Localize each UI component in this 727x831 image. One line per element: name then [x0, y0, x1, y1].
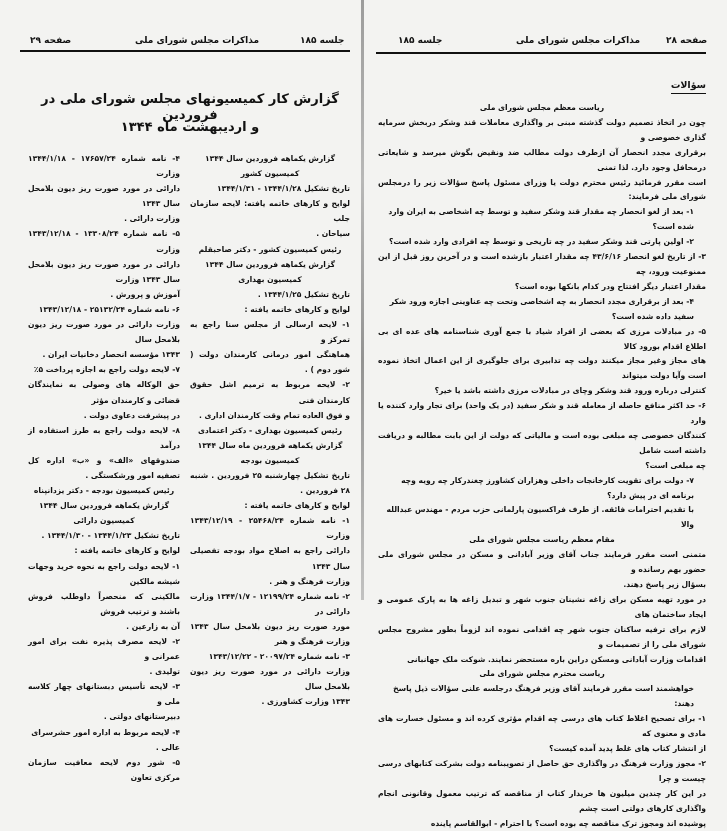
text-line: وزارت دارائی در مورد صورت ریز دیون بلامحل سال [28, 317, 180, 347]
text-line: برقراری مجدد انحصار آن ازطرف دولت مطالب ضد ونقیض بگوش میرسد و شایعاتی درمحافل وجود دارد. لذا تمنی [378, 146, 706, 176]
section-heading: کمیسیون بودجه [190, 453, 350, 468]
text-line: هماهنگی امور درمانی کارمندان دولت ( شور دوم ) . [190, 347, 350, 377]
section-title: سؤالات [671, 80, 706, 94]
text-line: ۱- نامه شماره ۲۵۴۶۸/۲۴ - ۱۳۴۳/۱۲/۱۹ وزارت [190, 513, 350, 543]
section-heading: گزارش یکماهه فروردین سال ۱۳۴۴ [190, 151, 350, 166]
text-line: وزارت فرهنگ و هنر . [190, 574, 350, 589]
text-line: ۵- در مبادلات مرزی که بعضی از افراد شیاد با جمع آوری شناسنامه های عده ای بی اطلاع اقدام بورود کالا [378, 325, 706, 355]
text-line: ۱۳۴۳ مؤسسه انحصار دخانیات ایران . [28, 347, 180, 362]
text-line: ۲- لایحه مربوط به ترمیم اشل حقوق کارمندان فنی [190, 377, 350, 407]
text-line: تولیدی . [28, 664, 180, 679]
text-line: ۲- اولین پارتی قند وشکر سفید در چه تاریخی و توسط چه افرادی وارد شده است؟ [378, 235, 706, 250]
text-line: مورد صورت ریز دیون بلامحل سال ۱۳۴۳ وزارت فرهنگ و هنر [190, 619, 350, 649]
text-line: سیاحان . [190, 226, 350, 241]
text-line: کنندگان خصوصی چه مبلغی بوده است و مالیاتی که دولت از این بابت مطالبه و دریافت داشته است شامل [378, 429, 706, 459]
text-line: متمنی است مقرر فرمایند جناب آقای وزیر آبادانی و مسکن در مجلس شورای ملی حضور بهم رسانده و [378, 548, 706, 578]
text-line: آموزش و پرورش . [28, 287, 180, 302]
text-line: ۷- لایحه دولت راجع به اجازه پرداخت ۵٪ [28, 362, 180, 377]
text-line: لوایح و کارهای خاتمه یافته : [28, 543, 180, 558]
session-number: جلسه ۱۸۵ [300, 36, 344, 46]
column-right [190, 151, 350, 709]
text-line: چون در اتخاذ تصمیم دولت گذشته مبنی بر واگذاری معاملات قند وشکر دربخش سرمایه گذاری خصوصی و [378, 116, 706, 146]
section-heading: کمیسیون بهداری [190, 272, 350, 287]
text-line: ۴- بعد از برقراری مجدد انحصار به چه اشخاصی وتحت چه عناوینی اجازه ورود شکر سفید داده شده است؟ [378, 295, 706, 325]
text-line: مقدار اعتبار دیگر افتتاح ودر کدام بانکها بوده است؟ [378, 280, 706, 295]
text-line: حق الوکاله های وصولی به نمایندگان قضائی و کارمندان مؤثر [28, 377, 180, 407]
report-title-line-2: و اردیبهشت ماه ۱۳۴۴ [30, 120, 350, 136]
text-line: کنترلی درباره ورود قند وشکر وچای در مبادلات مرزی داشته باشد یا خیر؟ [378, 384, 706, 399]
text-line: پوشیده اند ومجوز ترک مناقصه چه بوده است؟ با احترام - ابوالقاسم پاینده [378, 817, 706, 831]
text-line: ۱- برای تصحیح اغلاط کتاب های درسی چه اقدام مؤثری کرده اند و مسئول خسارت های مادی و معنوی که [378, 712, 706, 742]
text-line: ۳- از تاریخ لغو انحصار ۴۳/۶/۱۶ چه مقدار اعتبار بازشده است و در آخرین روز قبل از این ممنوعیت ورود، چه [378, 250, 706, 280]
text-line: و فوق العاده تمام وقت کارمندان اداری . [190, 408, 350, 423]
text-line: ۶- نامه شماره ۲۵۱۳۲/۲۴ - ۱۳۴۳/۱۲/۱۸ [28, 302, 180, 317]
text-line: با تقدیم احترامات فائقه. از طرف فراکسیون پارلمانی حزب مردم - مهندس عبدالله والا [378, 503, 706, 533]
journal-title: مذاکرات مجلس شورای ملی [516, 36, 640, 46]
text-line: دارائی راجع به اصلاح مواد بودجه تفصیلی سال ۱۳۴۳ [190, 543, 350, 573]
text-line: تاریخ تشکیل ۱۳۴۴/۱/۲۵ . [190, 287, 350, 302]
section-heading: کمیسیون کشور [190, 166, 350, 181]
text-line: دارائی در مورد صورت ریز دیون بلامحل سال ۱۳۴۳ [28, 181, 180, 211]
text-line: های مجاز وغیر مجاز میکنند دولت چه تدابیری برای جلوگیری از این اعمال اتخاذ نموده است وآیا دولت میتواند [378, 354, 706, 384]
text-line: ۶- حد اکثر منافع حاصله از معامله قند و شکر سفید (در یک واحد) برای تجار وارد کننده یا وارد [378, 399, 706, 429]
text-line: دبیرستانهای دولتی . [28, 709, 180, 724]
text-line: وزارت دارائی در مورد صورت ریز دیون بلامحل سال [190, 664, 350, 694]
text-line: ۱۳۴۳ وزارت کشاورزی . [190, 694, 350, 709]
text-line: تاریخ تشکیل چهارشنبه ۲۵ فروردین . شنبه ۲۸ فروردین . [190, 468, 350, 498]
text-line: ۲- مجوز وزارت فرهنگ در واگذاری حق حاصل از تصویبنامه دولت بشرکت کتابهای درسی چیست و چرا [378, 757, 706, 787]
page-number: صفحه ۲۸ [666, 36, 707, 46]
section-heading: گزارش یکماهه فروردین ماه سال ۱۳۴۴ [190, 438, 350, 453]
questions-body [378, 101, 706, 831]
text-line: ۲- لایحه مصرف پذیره نفت برای امور عمرانی و [28, 634, 180, 664]
text-line: ۸- لایحه دولت راجع به طرز استفاده از درآمد [28, 423, 180, 453]
text-line: دارائی در مورد صورت ریز دیون بلامحل سال ۱۳۴۳ وزارت [28, 257, 180, 287]
text-line: اقدامات وزارت آبادانی ومسکن دراین باره مستحضر نمایند. شوکت ملک جهانبانی [378, 653, 706, 668]
section-heading: گزارش یکماهه فروردین سال ۱۳۴۴ [190, 257, 350, 272]
text-line: در مورد تهیه مسکن برای زاغه نشینان جنوب شهر و تبدیل زاغه ها به پارک عمومی و ایجاد ساختمان های [378, 593, 706, 623]
text-line: لوایح و کارهای خاتمه یافته : [190, 302, 350, 317]
text-line: ۴- نامه شماره ۱۷۶۵۷/۲۴ - ۱۳۴۴/۱/۱۸ وزارت [28, 151, 180, 181]
text-line: مالکینی که منحصراً داوطلب فروش باشند و ترتیب فروش [28, 589, 180, 619]
text-line: لوایح و کارهای خاتمه یافته: لایحه سازمان جلب [190, 196, 350, 226]
section-heading: ریاست معظم مجلس شورای ملی [378, 101, 706, 116]
text-line: ۷- دولت برای تقویت کارخانجات داخلی وهزاران کشاورز چغندرکار چه رویه وچه برنامه ای در پیش دارد؟ [378, 474, 706, 504]
text-line: ۱- لایحه دولت راجع به نحوه خرید وجهات شیشه مالکین [28, 559, 180, 589]
report-title: گزارش کار کمیسیونهای مجلس شورای ملی در فروردین [30, 92, 350, 124]
header-rule [376, 52, 706, 54]
text-line: ۴- لایحه مربوط به اداره امور حشرسرای عالی . [28, 725, 180, 755]
left-page [0, 0, 360, 600]
section-heading: رئیس کمیسیون بودجه - دکتر یزدانپناه [28, 483, 180, 498]
text-line: در پیشرفت دعاوی دولت . [28, 408, 180, 423]
text-line: وزارت دارائی . [28, 211, 180, 226]
text-line: چه مبلغی است؟ [378, 459, 706, 474]
text-line: ۱- لایحه ارسالی از مجلس سنا راجع به تمرکز و [190, 317, 350, 347]
page-number: صفحه ۲۹ [30, 36, 71, 46]
section-heading: کمیسیون دارائی [28, 513, 180, 528]
text-line: ۵- شور دوم لایحه معافیت سازمان مرکزی تعاون [28, 755, 180, 785]
text-line: تاریخ تشکیل ۱۳۴۴/۱/۲۸ - ۱۳۴۴/۱/۳۱ [190, 181, 350, 196]
text-line: تاریخ تشکیل ۱۳۴۴/۱/۲۳ - ۱۳۴۴/۱/۳۰ . [28, 528, 180, 543]
text-line: آن به زارعین . [28, 619, 180, 634]
section-heading: گزارش یکماهه فروردین سال ۱۳۴۴ [28, 498, 180, 513]
section-heading: ریاست محترم مجلس شورای ملی [378, 667, 706, 682]
header-rule [20, 50, 350, 52]
text-line: در این کار چندین میلیون ها خریدار کتاب از مناقصه که ترتیب معمول وقانونی انجام واگذاری کارهای دولتی است چشم [378, 787, 706, 817]
text-line: خواهشمند است مقرر فرمایند آقای وزیر فرهنگ درجلسه علنی سؤالات ذیل پاسخ دهند: [378, 682, 706, 712]
text-line: ۳- لایحه تأسیس دبستانهای چهار کلاسه ملی و [28, 679, 180, 709]
text-line: صندوقهای «الف» و «ب» اداره کل تصفیه امور ورشکستگی . [28, 453, 180, 483]
section-heading: رئیس کمیسیون کشور - دکتر صاحبقلم [190, 242, 350, 257]
section-heading: مقام معظم ریاست مجلس شورای ملی [378, 533, 706, 548]
text-line: از انتشار کتاب های غلط پدید آمده کیست؟ [378, 742, 706, 757]
section-heading: رئیس کمیسیون بهداری - دکتر اعتمادی [190, 423, 350, 438]
journal-title: مذاکرات مجلس شورای ملی [135, 36, 259, 46]
page-gutter [361, 0, 364, 600]
text-line: ۲- نامه شماره ۱۲۱۹۹/۲۴ - ۱۳۴۴/۱/۷ وزارت دارائی در [190, 589, 350, 619]
text-line: است مقرر فرمائید رئیس محترم دولت یا وزرای مسئول پاسخ سؤالات زیر را درمجلس شورای ملی فرمایند: [378, 176, 706, 206]
text-line: ۳- نامه شماره ۲۰۰۹۷/۲۴ - ۱۳۴۳/۱۲/۲۲ [190, 649, 350, 664]
text-line: ۵- نامه شماره ۱۳۳۰۸/۲۴ - ۱۳۴۳/۱۲/۱۸ وزارت [28, 226, 180, 256]
session-number: جلسه ۱۸۵ [398, 36, 442, 46]
text-line: ۱- بعد از لغو انحصار چه مقدار قند وشکر سفید و توسط چه اشخاصی به ایران وارد شده است؟ [378, 205, 706, 235]
text-line: لازم برای ترفیه ساکنان جنوب شهر چه اقدامی نموده اند لزوماً بطور مشروح مجلس شورای ملی را از تصمیمات و [378, 623, 706, 653]
text-line: لوایح و کارهای خاتمه یافته : [190, 498, 350, 513]
text-line: بسؤال زیر پاسخ دهند. [378, 578, 706, 593]
right-page [366, 0, 722, 600]
column-left [28, 151, 180, 785]
